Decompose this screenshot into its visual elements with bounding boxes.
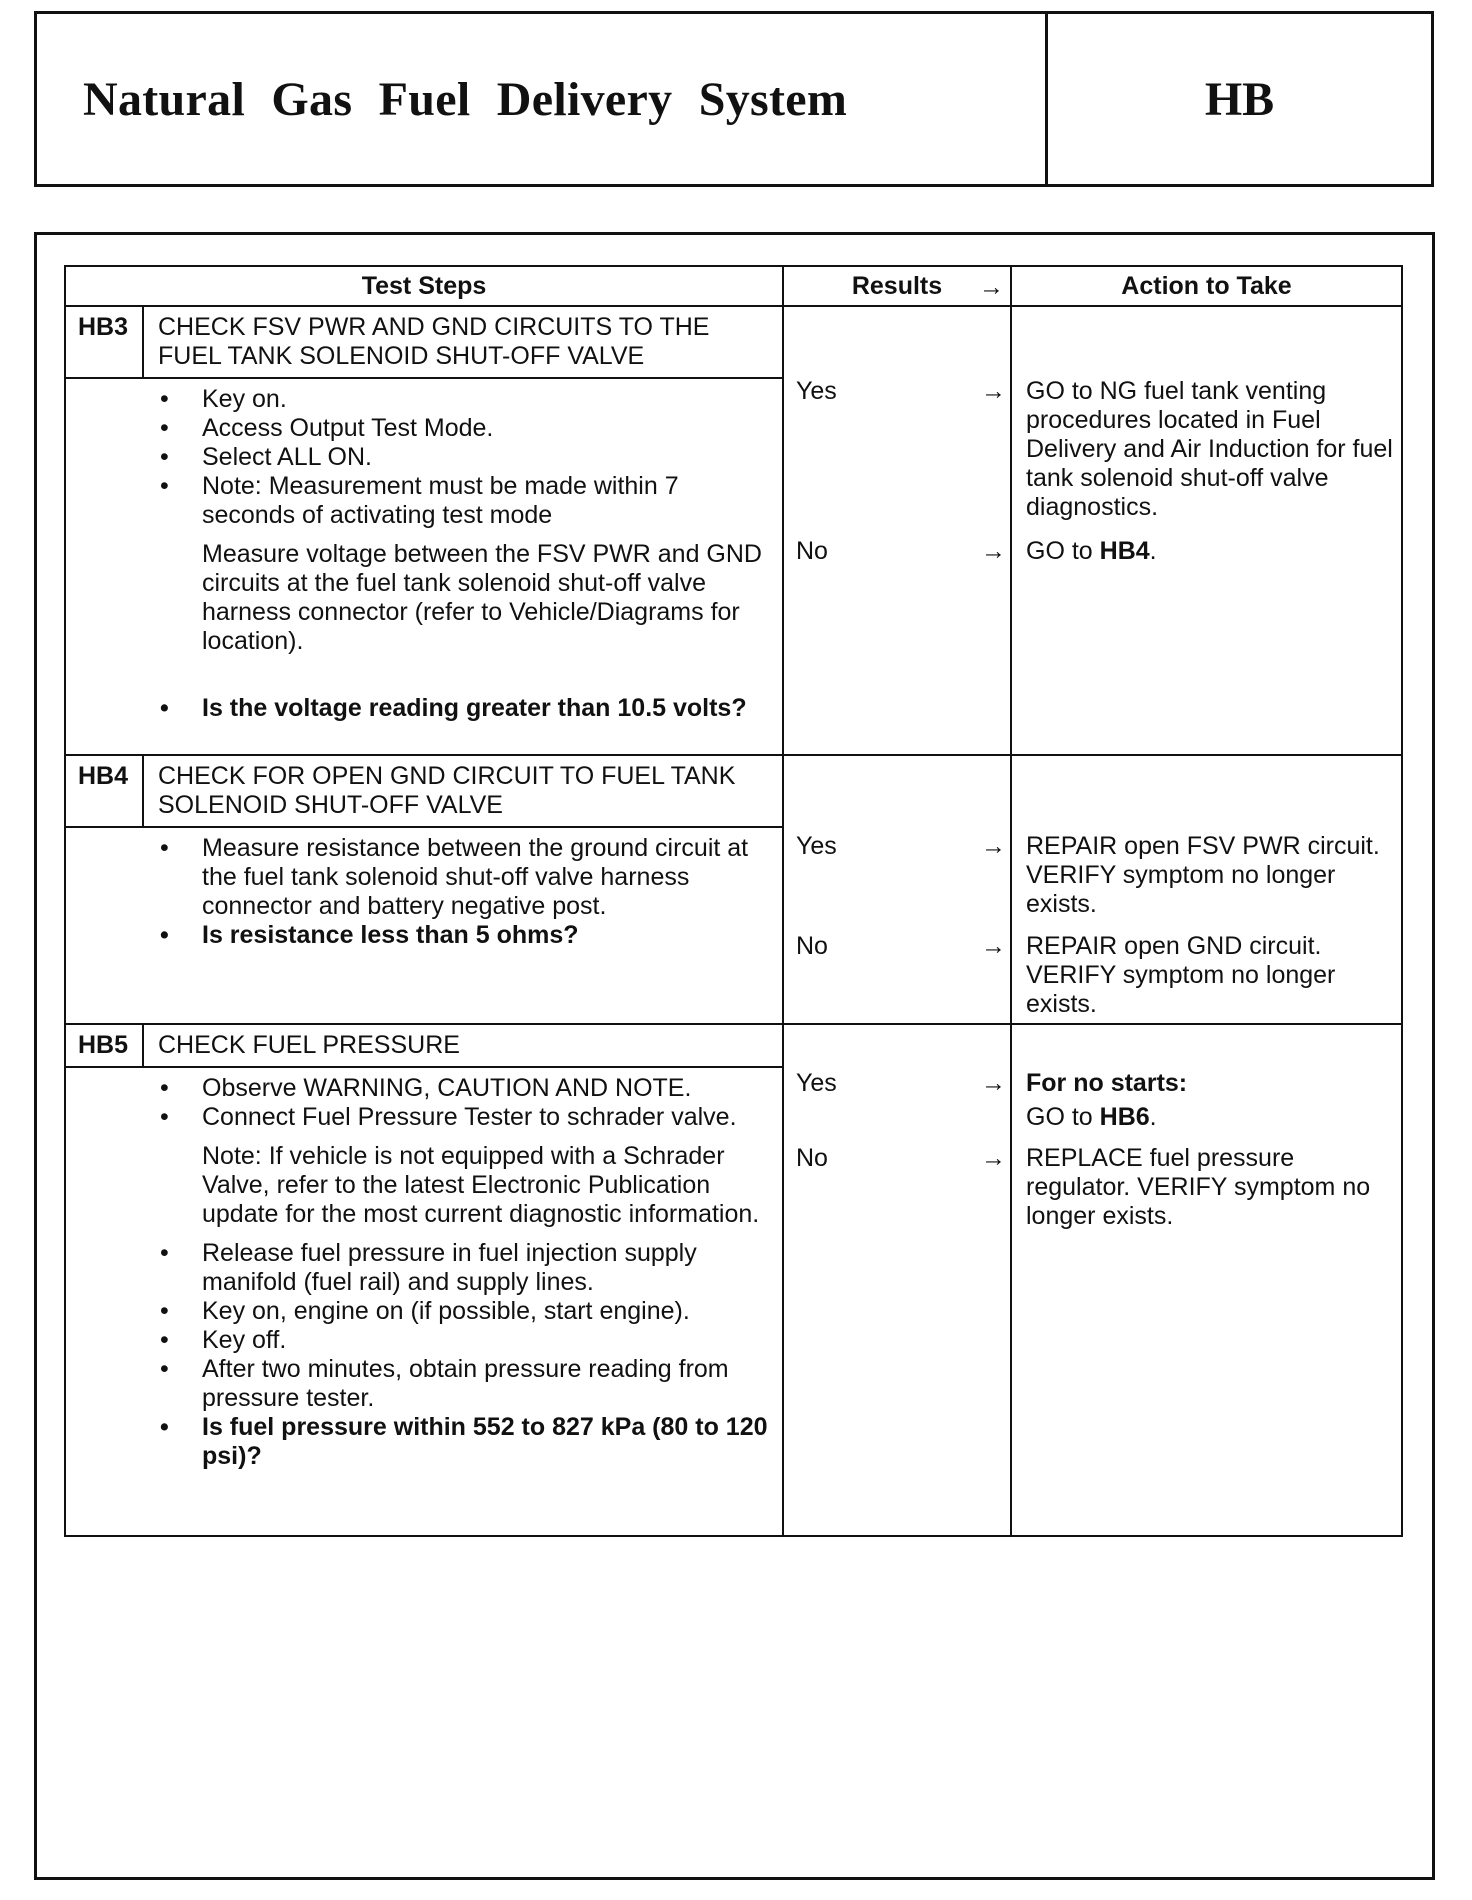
list-item: • After two minutes, obtain pressure reading from pressure tester. [66, 1355, 774, 1413]
hb3-results-cell [783, 306, 1011, 755]
list-item: • Access Output Test Mode. [66, 414, 774, 443]
hb4-step-body [66, 828, 782, 956]
table-header-row [65, 266, 1402, 306]
hb5-step-id: HB5 [66, 1025, 144, 1066]
page-header [34, 11, 1434, 187]
hb5-note: Note: If vehicle is not equipped with a Schrader Valve, refer to the latest Electronic Publication update for the most current diagnostic information. [202, 1142, 760, 1228]
list-item: • Key on. [66, 385, 774, 414]
hb3-step-header [66, 307, 782, 379]
col-header-test-steps: Test Steps [65, 266, 783, 306]
page-title: Natural Gas Fuel Delivery System [83, 72, 848, 126]
hb5-results-cell [783, 1024, 1011, 1536]
section-code: HB [1204, 72, 1275, 126]
list-item: • Note: Measurement must be made within 7 seconds of activating test mode [66, 472, 774, 530]
hb3-result-yes: Yes [796, 377, 837, 405]
hb4-action-yes: REPAIR open FSV PWR circuit. VERIFY symptom no longer exists. [1026, 832, 1380, 918]
list-item: • Release fuel pressure in fuel injection supply manifold (fuel rail) and supply lines. [66, 1239, 774, 1297]
hb5-step-title: CHECK FUEL PRESSURE [158, 1031, 460, 1059]
hb3-question-list [66, 694, 774, 723]
hb4-result-yes: Yes [796, 832, 837, 860]
hb3-question: • Is the voltage reading greater than 10.5 volts? [66, 694, 774, 723]
header-title-cell [37, 14, 1048, 184]
hb5-step-body [66, 1068, 782, 1477]
hb4-step-title [144, 756, 782, 826]
list-item: • Key off. [66, 1326, 774, 1355]
col-header-action: Action to Take [1011, 266, 1402, 306]
hb5-action-yes-ref: HB6 [1099, 1103, 1150, 1131]
hb5-steps-cell [65, 1024, 783, 1536]
hb5-step-header [66, 1025, 782, 1068]
test-steps-table [64, 265, 1403, 1537]
header-code-cell [1048, 14, 1431, 184]
hb3-result-no: No [796, 537, 828, 565]
hb5-action-cell [1011, 1024, 1402, 1536]
hb5-action-no: REPLACE fuel pressure regulator. VERIFY symptom no longer exists. [1026, 1144, 1371, 1230]
col-header-results-label: Results [851, 271, 943, 300]
hb4-title-line1: CHECK FOR OPEN GND CIRCUIT TO FUEL TANK [158, 762, 736, 790]
hb3-action-yes: GO to NG fuel tank venting procedures located in Fuel Delivery and Air Induction for fuel tank solenoid shut-off valve diagnostics. [1026, 377, 1393, 521]
arrow-icon: → [981, 1069, 1006, 1097]
table-row-hb5 [65, 1024, 1402, 1536]
hb5-action-yes-prefix: GO to [1026, 1103, 1093, 1131]
hb5-result-no: No [796, 1144, 828, 1172]
hb4-action-no: REPAIR open GND circuit. VERIFY symptom no longer exists. [1026, 932, 1336, 1018]
list-item: • Key on, engine on (if possible, start engine). [66, 1297, 774, 1326]
hb3-action-no: GO to HB4. [1026, 537, 1157, 565]
hb4-step-header [66, 756, 782, 828]
hb4-steps-cell [65, 755, 783, 1024]
hb3-step-title [144, 307, 782, 377]
arrow-icon: → [981, 1144, 1006, 1172]
arrow-icon: → [981, 932, 1006, 960]
hb5-result-yes: Yes [796, 1069, 837, 1097]
list-item: • Select ALL ON. [66, 443, 774, 472]
hb3-bullet-list [66, 385, 774, 530]
hb3-step-body [66, 379, 782, 729]
hb3-measure-paragraph: Measure voltage between the FSV PWR and GND circuits at the fuel tank solenoid shut-off valve harness connector (refer to Vehicle/Diagrams for location). [202, 540, 762, 655]
hb4-action-cell [1011, 755, 1402, 1024]
hb3-title-line1: CHECK FSV PWR AND GND CIRCUITS TO THE [158, 313, 710, 341]
list-item: • Connect Fuel Pressure Tester to schrader valve. [66, 1103, 774, 1132]
hb4-title-line2: SOLENOID SHUT-OFF VALVE [158, 791, 503, 819]
table-row-hb4 [65, 755, 1402, 1024]
hb4-results-cell [783, 755, 1011, 1024]
hb5-bullet-list-2 [66, 1239, 774, 1471]
hb4-result-no: No [796, 932, 828, 960]
hb3-title-line2: FUEL TANK SOLENOID SHUT-OFF VALVE [158, 342, 645, 370]
arrow-icon: → [979, 273, 1004, 301]
arrow-icon: → [981, 537, 1006, 565]
hb5-action-yes-heading: For no starts: [1026, 1069, 1188, 1097]
list-item: • Measure resistance between the ground circuit at the fuel tank solenoid shut-off valve harness connector and battery negative post. [66, 834, 774, 921]
hb3-steps-cell [65, 306, 783, 755]
hb3-action-cell [1011, 306, 1402, 755]
table-row-hb3 [65, 306, 1402, 755]
arrow-icon: → [981, 832, 1006, 860]
col-header-results [783, 266, 1011, 306]
hb3-action-no-ref: HB4 [1099, 537, 1150, 565]
hb3-step-id: HB3 [66, 307, 144, 377]
arrow-icon: → [981, 377, 1006, 405]
hb5-action-yes: GO to HB6. [1026, 1103, 1157, 1131]
hb4-bullet-list [66, 834, 774, 950]
list-item: • Observe WARNING, CAUTION AND NOTE. [66, 1074, 774, 1103]
hb3-action-no-prefix: GO to [1026, 537, 1093, 565]
hb5-question: • Is fuel pressure within 552 to 827 kPa (80 to 120 psi)? [66, 1413, 774, 1471]
hb4-question: • Is resistance less than 5 ohms? [66, 921, 774, 950]
hb5-bullet-list-1 [66, 1074, 774, 1132]
hb4-step-id: HB4 [66, 756, 144, 826]
